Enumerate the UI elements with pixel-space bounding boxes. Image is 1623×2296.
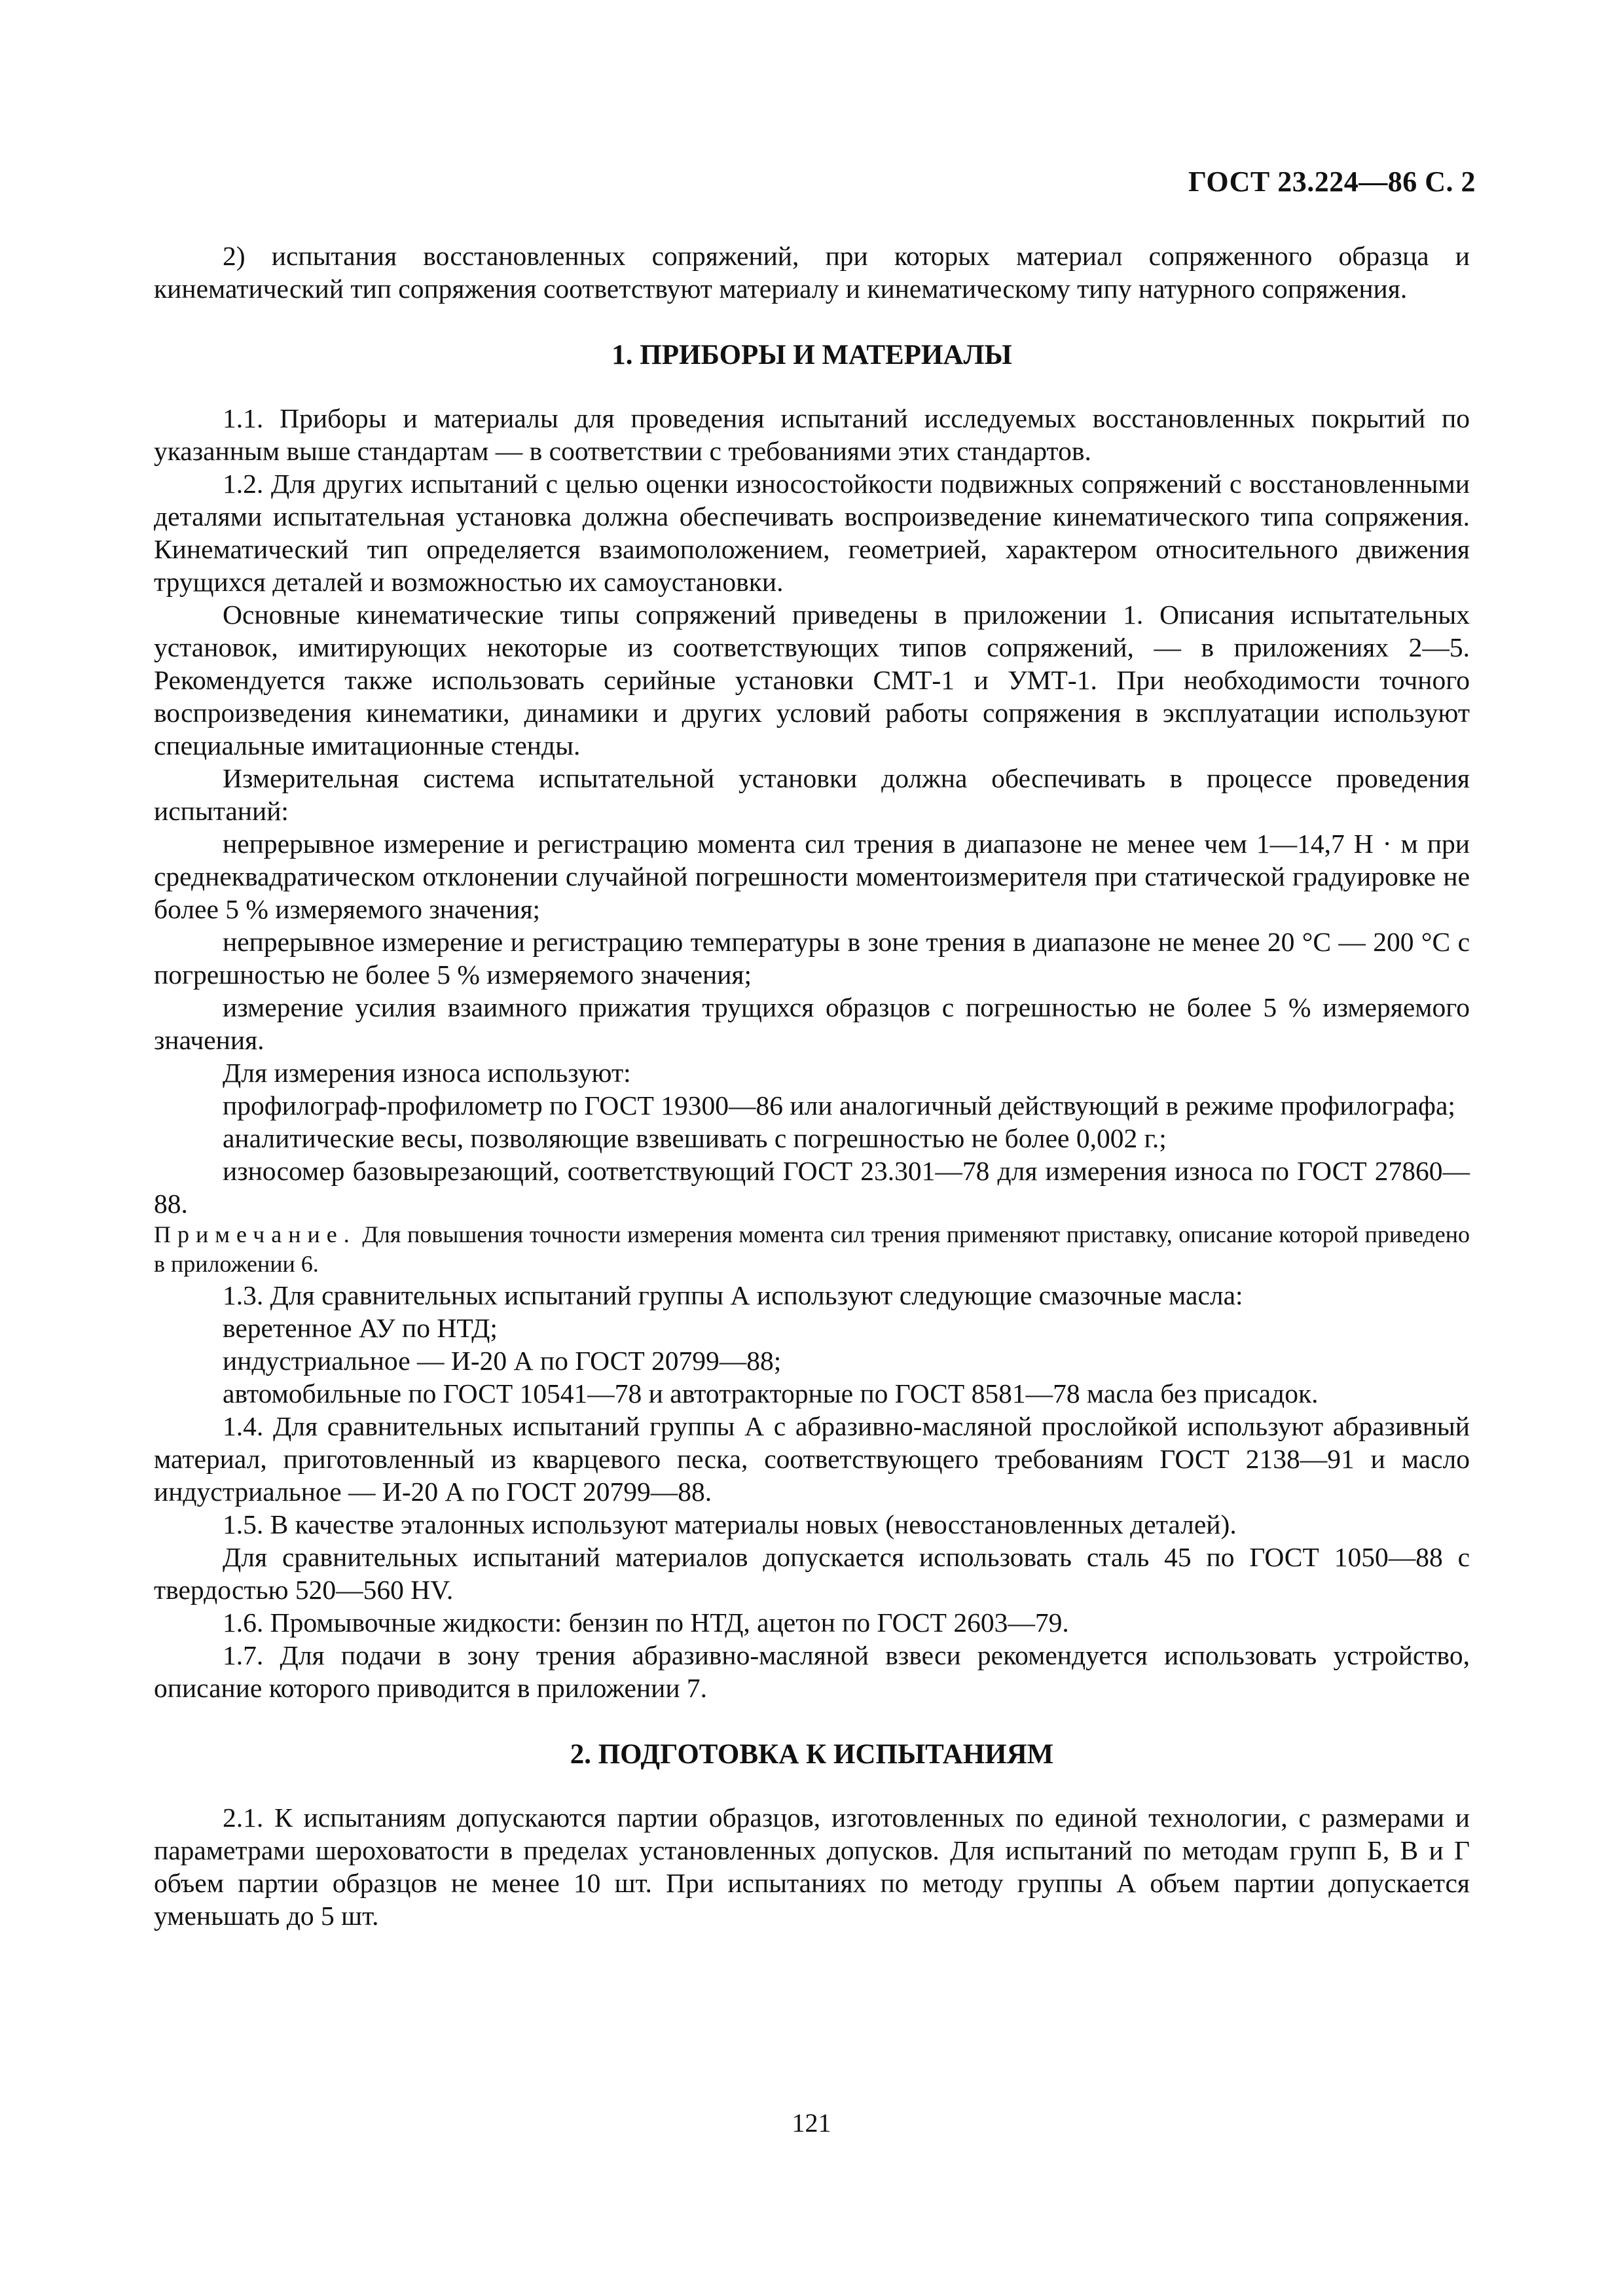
list-item-oil-2: индустриальное — И-20 А по ГОСТ 20799—88; (223, 1346, 782, 1376)
paragraph-1-1: 1.1. Приборы и материалы для проведения испытаний исследуемых восстановленных покрытий по указанным выше стандартам — в соответствии с требованиями этих стандартов. (154, 403, 1470, 466)
paragraph-1-7: 1.7. Для подачи в зону трения абразивно-масляной взвеси рекомендуется использовать устройство, описание которого приводится в приложении 7. (154, 1640, 1470, 1703)
paragraph-torque: непрерывное измерение и регистрацию момента сил трения в диапазоне не менее чем 1—14,7 Н · м при среднеквадратическом отклонении случайной погрешности моментоизмерителя при статической градуировке не более 5 % измеряемого значения; (154, 829, 1470, 924)
paragraph-temperature: непрерывное измерение и регистрацию температуры в зоне трения в диапазоне не менее 20 °С — 200 °С с погрешностью не более 5 % измеряемого значения; (154, 927, 1470, 990)
document-body (154, 240, 1470, 1932)
page-number: 121 (792, 2108, 831, 2138)
paragraph-profilograph: профилограф-профилометр по ГОСТ 19300—86 или аналогичный действующий в режиме профилографа; (223, 1090, 1455, 1121)
page-header-gost: ГОСТ 23.224—86 С. 2 (1188, 166, 1476, 198)
list-item-oil-1: веретенное АУ по НТД; (223, 1313, 498, 1343)
section-1-heading: 1. ПРИБОРЫ И МАТЕРИАЛЫ (611, 340, 1012, 370)
paragraph-1-5: 1.5. В качестве эталонных используют материалы новых (невосстановленных деталей). (223, 1509, 1237, 1539)
paragraph-steel: Для сравнительных испытаний материалов допускается использовать сталь 45 по ГОСТ 1050—88 с твердостью 520—560 HV. (154, 1542, 1470, 1605)
intro-paragraph: 2) испытания восстановленных сопряжений, при которых материал сопряженного образца и кинематический тип сопряжения соответствуют материалу и кинематическому типу натурного сопряжения. (154, 241, 1470, 304)
note (154, 1220, 1470, 1279)
list-item-oil-3: автомобильные по ГОСТ 10541—78 и автотракторные по ГОСТ 8581—78 масла без присадок. (223, 1378, 1319, 1408)
paragraph-wear-intro: Для измерения износа используют: (223, 1058, 631, 1088)
paragraph-wearmeter: износомер базовырезающий, соответствующий ГОСТ 23.301—78 для измерения износа по ГОСТ 27860—88. (154, 1156, 1470, 1219)
note-text: Для повышения точности измерения момента сил трения применяют приставку, описание которой приведено в приложении 6. (154, 1221, 1470, 1277)
paragraph-2-1: 2.1. К испытаниям допускаются партии образцов, изготовленных по единой технологии, с размерами и параметрами шероховатости в пределах установленных допусков. Для испытаний по методам групп Б, В и Г объем партии образцов не менее 10 шт. При испытаниях по методу группы А объем партии допускается уменьшать до 5 шт. (154, 1803, 1470, 1931)
paragraph-force: измерение усилия взаимного прижатия трущихся образцов с погрешностью не более 5 % измеряемого значения. (154, 992, 1470, 1055)
paragraph-measurement-system: Измерительная система испытательной установки должна обеспечивать в процессе проведения испытаний: (154, 763, 1470, 826)
paragraph-1-3: 1.3. Для сравнительных испытаний группы А используют следующие смазочные масла: (223, 1280, 1243, 1310)
section-2-heading: 2. ПОДГОТОВКА К ИСПЫТАНИЯМ (570, 1739, 1054, 1770)
paragraph-scales: аналитические весы, позволяющие взвешивать с погрешностью не более 0,002 г.; (223, 1123, 1167, 1153)
paragraph-1-2: 1.2. Для других испытаний с целью оценки износостойкости подвижных сопряжений с восстановленными деталями испытательная установка должна обеспечивать воспроизведение кинематического типа сопряжения. Кинематический тип определяется взаимоположением, геометрией, характером относительного движения трущихся деталей и возможностью их самоустановки. (154, 469, 1470, 597)
note-label: Примечание. (154, 1221, 356, 1247)
paragraph-1-6: 1.6. Промывочные жидкости: бензин по НТД, ацетон по ГОСТ 2603—79. (223, 1607, 1069, 1638)
paragraph-kinematic-types: Основные кинематические типы сопряжений приведены в приложении 1. Описания испытательных установок, имитирующих некоторые из соответствующих типов сопряжений, — в приложениях 2—5. Рекомендуется также использовать серийные установки СМТ-1 и УМТ-1. При необходимости точного воспроизведения кинематики, динамики и других условий работы сопряжения в эксплуатации используют специальные имитационные стенды. (154, 600, 1470, 761)
paragraph-1-4: 1.4. Для сравнительных испытаний группы А с абразивно-масляной прослойкой используют абразивный материал, приготовленный из кварцевого песка, соответствующего требованиям ГОСТ 2138—91 и масло индустриальное — И-20 А по ГОСТ 20799—88. (154, 1411, 1470, 1507)
